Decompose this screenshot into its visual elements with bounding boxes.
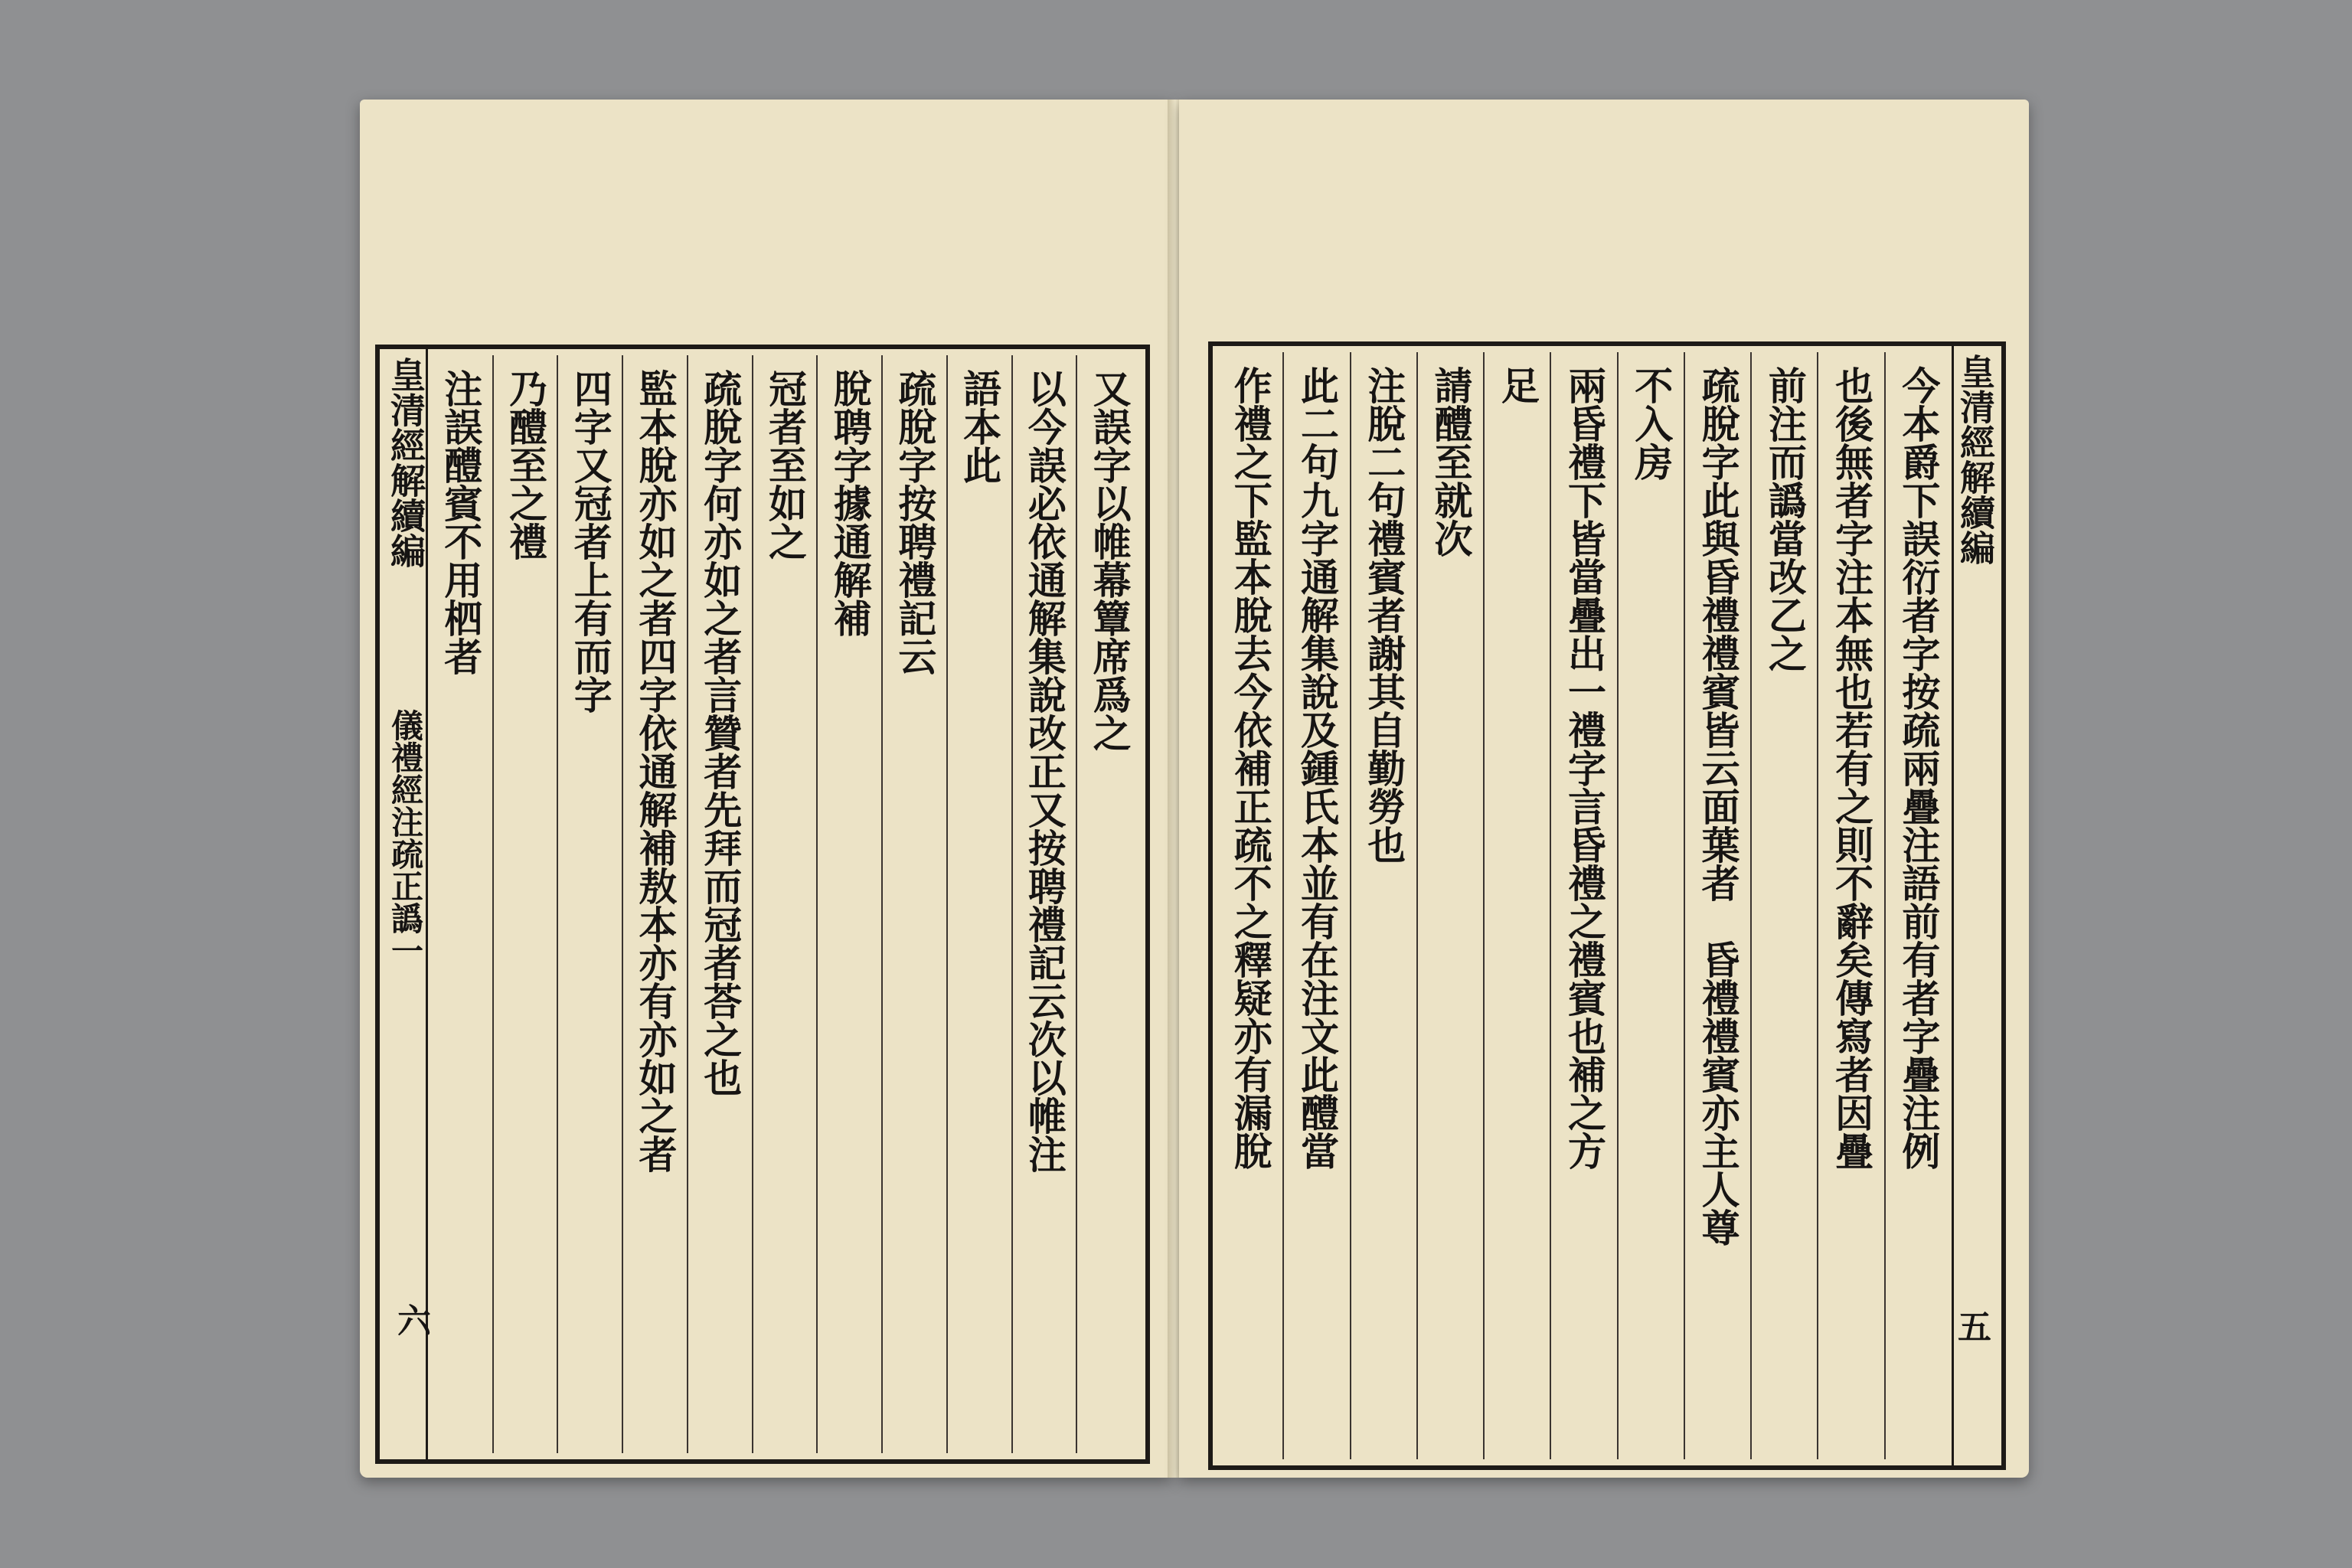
text-column bbox=[881, 355, 946, 1453]
text-column bbox=[1483, 352, 1550, 1459]
text-column bbox=[1617, 352, 1684, 1459]
left-text-columns bbox=[429, 355, 1141, 1453]
text-line: 作禮之下監本脫去今依補正疏不之釋疑亦有漏脫 bbox=[1227, 366, 1273, 1170]
text-column bbox=[816, 355, 881, 1453]
text-line: 今本爵下誤衍者字按疏兩疊注語前有者字疊注例 bbox=[1896, 366, 1942, 1170]
text-line: 以今誤必依通解集說改正又按聘禮記云次以帷注 bbox=[1021, 369, 1067, 1173]
text-line: 四字又冠者上有而字 bbox=[567, 369, 613, 714]
text-line: 注脫二句禮賓者謝其自勤勞也 bbox=[1361, 366, 1407, 864]
text-column bbox=[687, 355, 752, 1453]
text-line: 冠者至如之 bbox=[762, 369, 808, 560]
right-page-number: 五 bbox=[1952, 1309, 1991, 1343]
text-column bbox=[429, 355, 492, 1453]
left-centre-strip bbox=[380, 349, 428, 1459]
text-line: 此二句九字通解集說及鍾氏本並有在注文此醴當 bbox=[1294, 366, 1340, 1170]
left-centre-subtitle: 儀禮經注疏正譌一 bbox=[387, 709, 424, 966]
text-line: 監本脫亦如之者四字依通解補敖本亦有亦如之者 bbox=[632, 369, 678, 1173]
text-line: 前注而譌當改乙之 bbox=[1762, 366, 1808, 672]
open-book bbox=[360, 92, 2037, 1493]
text-column bbox=[1884, 352, 1951, 1459]
right-centre-strip bbox=[1952, 346, 2001, 1465]
text-line: 請醴至就次 bbox=[1428, 366, 1474, 557]
text-column bbox=[1350, 352, 1416, 1459]
text-line: 足 bbox=[1494, 366, 1540, 404]
text-column bbox=[1217, 352, 1282, 1459]
text-line: 乃醴至之禮 bbox=[503, 369, 549, 560]
text-line: 語本此 bbox=[957, 369, 1003, 484]
text-column bbox=[1817, 352, 1883, 1459]
text-column bbox=[752, 355, 817, 1453]
text-column bbox=[1550, 352, 1616, 1459]
text-column bbox=[1750, 352, 1817, 1459]
text-line: 注誤醴賓不用柶者 bbox=[438, 369, 484, 675]
text-column bbox=[557, 355, 622, 1453]
right-page-frame bbox=[1208, 341, 2006, 1470]
text-line: 也後無者字注本無也若有之則不辭矣傳寫者因疊 bbox=[1829, 366, 1875, 1170]
text-column bbox=[1684, 352, 1750, 1459]
text-line: 不入房 bbox=[1628, 366, 1674, 481]
left-page bbox=[360, 100, 1171, 1478]
text-column bbox=[946, 355, 1011, 1453]
right-centre-title: 皇清經解續編 bbox=[1955, 354, 1996, 565]
text-column bbox=[1282, 352, 1349, 1459]
text-line: 兩昏禮下皆當疊出一禮字言昏禮之禮賓也補之方 bbox=[1562, 366, 1608, 1170]
text-column bbox=[622, 355, 687, 1453]
right-text-columns bbox=[1217, 352, 1951, 1459]
text-column bbox=[492, 355, 557, 1453]
text-column bbox=[1011, 355, 1076, 1453]
left-page-frame bbox=[375, 345, 1150, 1464]
text-line: 疏脫字按聘禮記云 bbox=[892, 369, 938, 675]
text-column bbox=[1076, 355, 1141, 1453]
text-line: 又誤字以帷幕簟席爲之 bbox=[1086, 369, 1132, 752]
text-line: 疏脫字何亦如之者言贊者先拜而冠者荅之也 bbox=[697, 369, 743, 1096]
left-page-number: 六 bbox=[391, 1303, 430, 1337]
text-line: 疏脫字此與昏禮禮賓皆云面葉者 昏禮禮賓亦主人尊 bbox=[1695, 366, 1741, 1246]
right-page bbox=[1179, 100, 2029, 1478]
left-centre-title: 皇清經解續編 bbox=[385, 357, 426, 568]
text-line: 脫聘字據通解補 bbox=[827, 369, 873, 637]
text-column bbox=[1416, 352, 1483, 1459]
